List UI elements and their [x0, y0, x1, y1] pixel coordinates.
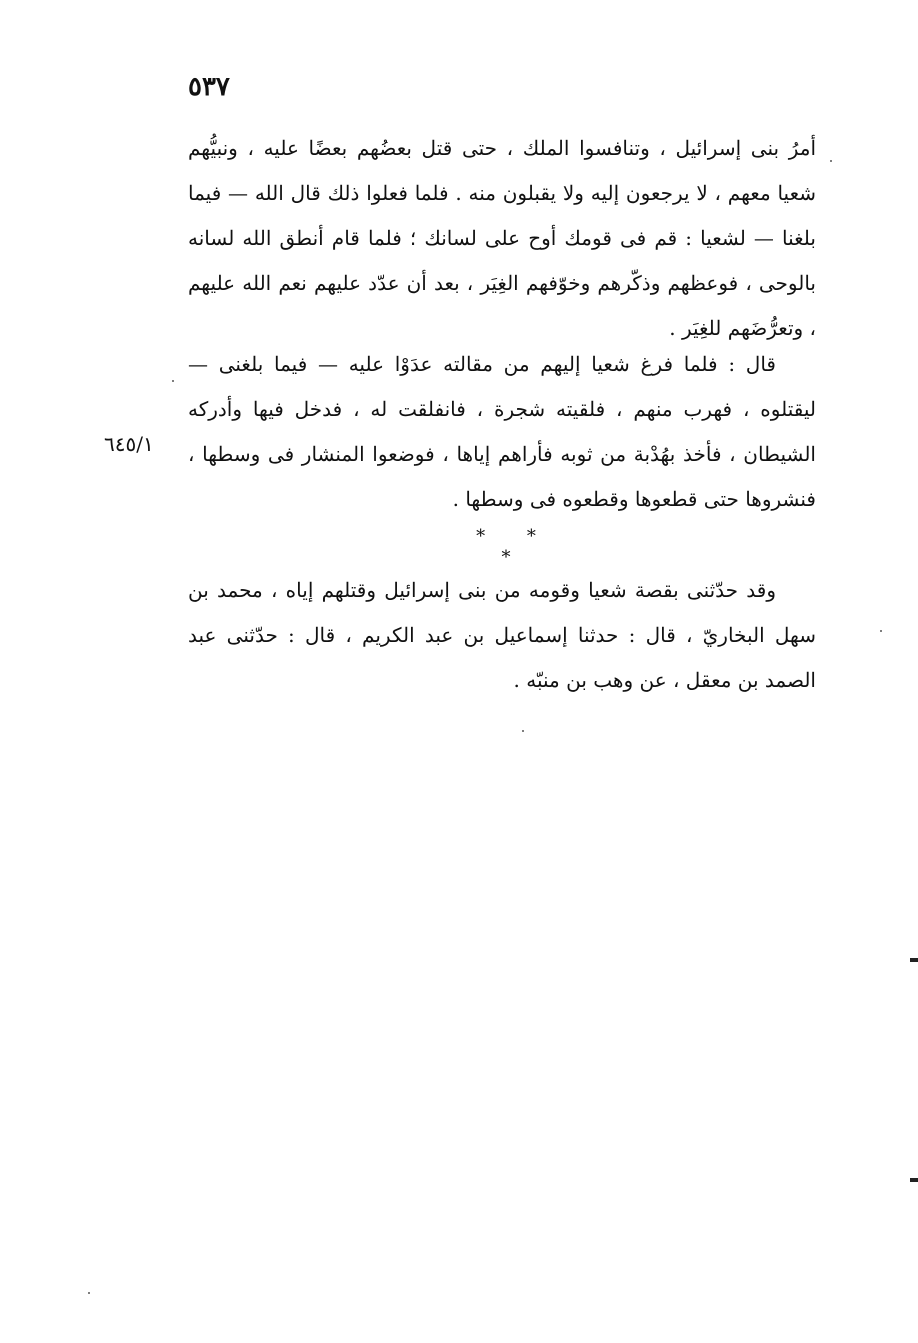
scan-speck	[88, 1292, 90, 1294]
scan-speck	[522, 730, 524, 732]
page-number: ٥٣٧	[188, 72, 230, 102]
scan-speck	[830, 160, 832, 162]
section-separator: * * *	[476, 526, 554, 568]
scan-speck	[880, 630, 882, 632]
paragraph-2-text	[188, 342, 816, 522]
paragraph-3	[188, 568, 816, 703]
paragraph-3-text	[188, 568, 816, 703]
paragraph-1	[188, 126, 816, 351]
paragraph-2	[188, 342, 816, 522]
paragraph-2-body: قال : فلما فرغ شعيا إليهم من مقالته عدَوْا عليه — فيما بلغنى — ليقتلوه ، فهرب منهم ، فلقيته شجرة ، فانفلقت له ، فدخل فيها وأدركه الشيطان ، فأخذ بهُدْبة من ثوبه فأراهم إياها ، فوضعوا المنشار فى وسطها ، فنشروها حتى قطعوها وقطعوه فى وسطها .	[188, 352, 816, 511]
margin-reference: ٦٤٥/١	[104, 432, 154, 456]
scan-speck	[172, 380, 174, 382]
paragraph-1-text: أمرُ بنى إسرائيل ، وتنافسوا الملك ، حتى قتل بعضُهم بعضًا عليه ، ونبيُّهم شعيا معهم ، لا يرجعون إليه ولا يقبلون منه . فلما فعلوا ذلك قال الله — فيما بلغنا — لشعيا : قم فى قومك أوح على لسانك ؛ فلما قام أنطق الله لسانه بالوحى ، فوعظهم وذكّرهم وخوّفهم الغِيَر ، بعد أن عدّد عليهم نعم الله عليهم ، وتعرُّضَهم للغِيَر .	[188, 136, 816, 340]
paragraph-3-body: وقد حدّثنى بقصة شعيا وقومه من بنى إسرائيل وقتلهم إياه ، محمد بن سهل البخاريّ ، قال : حدثنا إسماعيل بن عبد الكريم ، قال : حدّثنى عبد الصمد بن معقل ، عن وهب بن منبّه .	[188, 578, 816, 692]
scan-edge-mark	[910, 1178, 918, 1182]
scan-edge-mark	[910, 958, 918, 962]
